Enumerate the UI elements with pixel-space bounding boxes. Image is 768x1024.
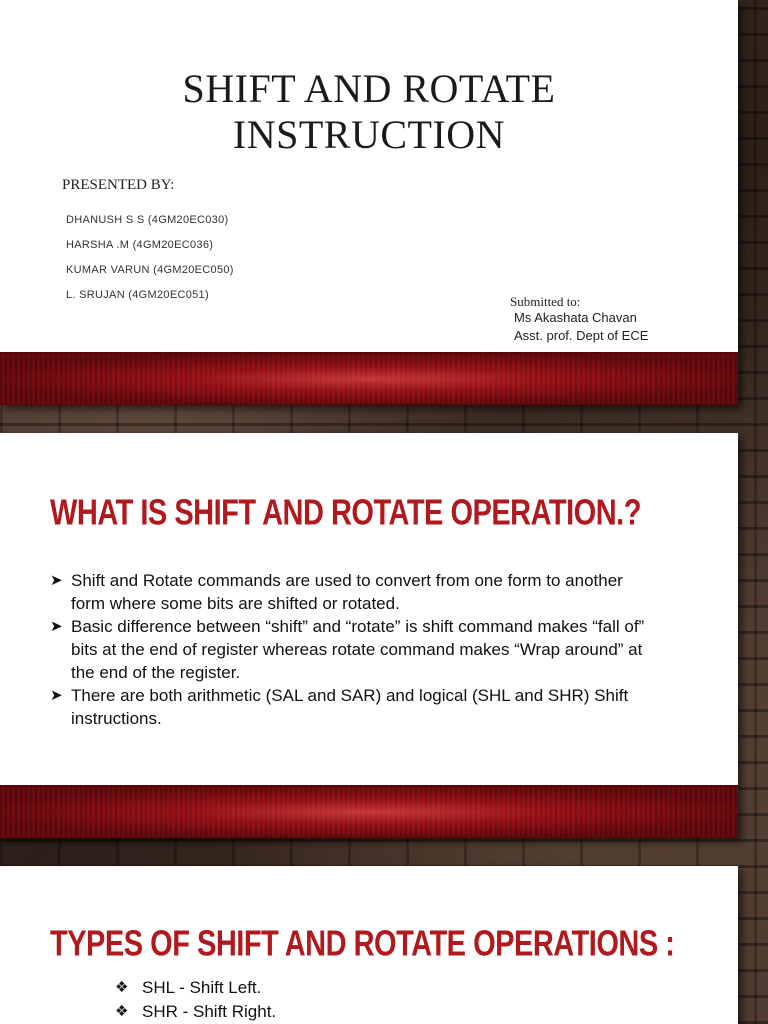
presentation-title bbox=[0, 66, 738, 158]
title-line-1: SHIFT AND ROTATE bbox=[182, 66, 556, 111]
bullet-text: There are both arithmetic (SAL and SAR) and logical (SHL and SHR) Shift instructions. bbox=[71, 686, 629, 728]
bullet-item bbox=[50, 615, 650, 684]
diamond-bullet-icon: ❖ bbox=[115, 979, 129, 996]
member-list bbox=[66, 212, 234, 312]
definition-slide bbox=[0, 433, 738, 838]
bullet-list bbox=[50, 569, 650, 730]
type-text: SHR - Shift Right. bbox=[142, 1002, 277, 1021]
member-item: DHANUSH S S (4GM20EC030) bbox=[66, 214, 229, 226]
arrowhead-bullet-icon: ➤ bbox=[50, 572, 63, 589]
slide-heading: TYPES OF SHIFT AND ROTATE OPERATIONS : bbox=[50, 924, 675, 964]
type-item bbox=[115, 976, 276, 1000]
type-text: SHL - Shift Left. bbox=[142, 978, 262, 997]
bullet-text: Basic difference between “shift” and “rotate” is shift command makes “fall of” bits at the end of register whereas rotate command makes “Wrap around” at the end of the register. bbox=[71, 617, 645, 682]
arrowhead-bullet-icon: ➤ bbox=[50, 618, 63, 635]
title-line-2: INSTRUCTION bbox=[232, 112, 506, 157]
member-item: L. SRUJAN (4GM20EC051) bbox=[66, 289, 209, 301]
decorative-red-band bbox=[0, 352, 738, 405]
types-list bbox=[115, 976, 276, 1024]
arrowhead-bullet-icon: ➤ bbox=[50, 687, 63, 704]
bullet-item bbox=[50, 684, 650, 730]
decorative-red-band bbox=[0, 785, 738, 838]
guide-name: Ms Akashata Chavan bbox=[514, 310, 637, 325]
types-slide bbox=[0, 866, 738, 1024]
diamond-bullet-icon: ❖ bbox=[115, 1003, 129, 1020]
title-slide bbox=[0, 0, 738, 405]
presented-by-label: PRESENTED BY: bbox=[62, 177, 175, 193]
guide-department: Asst. prof. Dept of ECE bbox=[514, 328, 649, 343]
bullet-item bbox=[50, 569, 650, 615]
member-item: KUMAR VARUN (4GM20EC050) bbox=[66, 264, 234, 276]
member-item: HARSHA .M (4GM20EC036) bbox=[66, 239, 214, 251]
submitted-to-block bbox=[510, 294, 648, 345]
type-item bbox=[115, 1000, 276, 1024]
submitted-to-label: Submitted to: bbox=[510, 294, 581, 309]
bullet-text: Shift and Rotate commands are used to convert from one form to another form where some bits are shifted or rotated. bbox=[71, 571, 623, 613]
slide-heading: WHAT IS SHIFT AND ROTATE OPERATION.? bbox=[50, 493, 641, 533]
